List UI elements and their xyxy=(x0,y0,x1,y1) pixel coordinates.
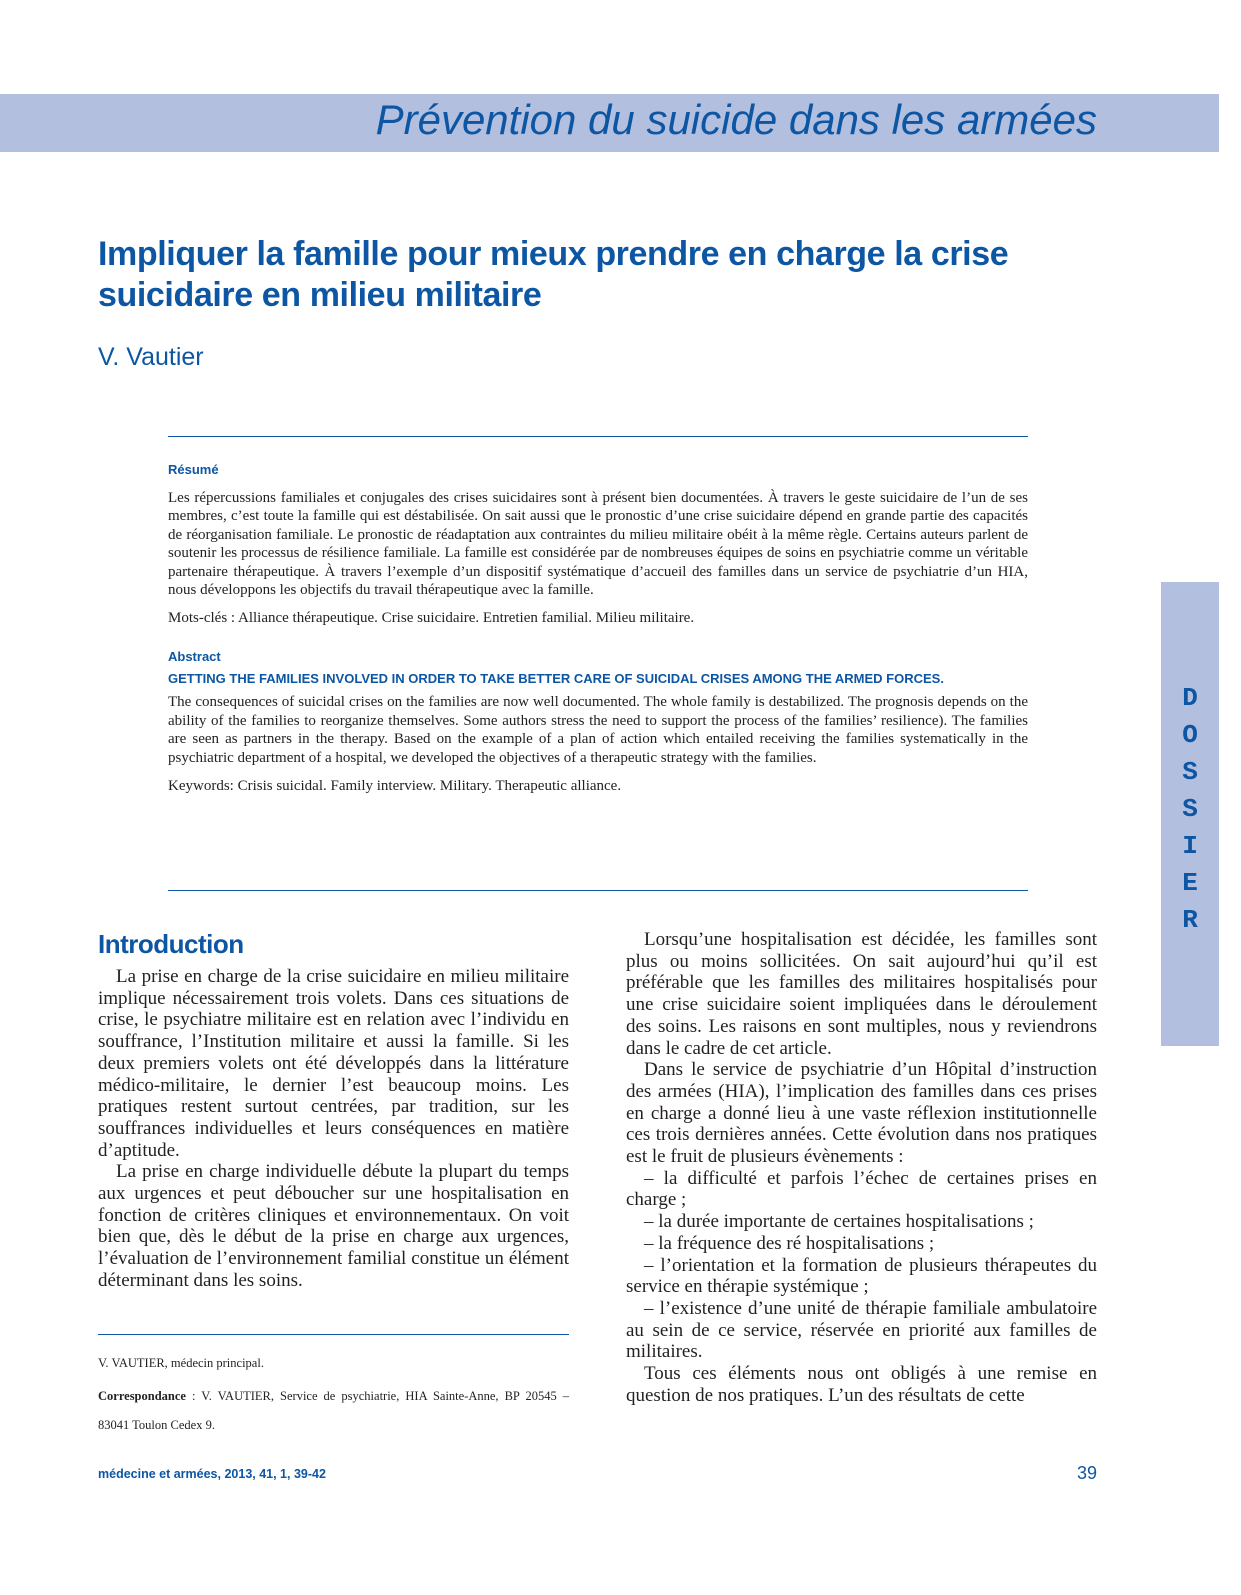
header-banner xyxy=(0,94,1219,152)
list-item: – la difficulté et parfois l’échec de certaines prises en charge ; xyxy=(626,1167,1097,1211)
introduction-heading: Introduction xyxy=(98,929,244,959)
correspondence-text: : V. VAUTIER, Service de psychiatrie, HIA Sainte-Anne, BP 20545 – 83041 Toulon Cedex 9. xyxy=(98,1389,569,1432)
author-footnote: V. VAUTIER, médecin principal. xyxy=(98,1356,264,1370)
body-paragraph: Tous ces éléments nous ont obligés à une remise en question de nos pratiques. L’un des résultats de cette xyxy=(626,1363,1097,1406)
side-letter: I xyxy=(1182,831,1198,861)
journal-reference: médecine et armées, 2013, 41, 1, 39-42 xyxy=(98,1467,326,1481)
correspondence-label: Correspondance xyxy=(98,1389,186,1403)
body-paragraph: Dans le service de psychiatrie d’un Hôpital d’instruction des armées (HIA), l’implication des familles dans ces prises en charge a donné lieu à une vaste réflexion institutionnelle ces trois dernières années. Cette évolution dans nos pratiques est le fruit de plusieurs évènements : xyxy=(626,1059,1097,1168)
right-column xyxy=(626,929,1097,1406)
dossier-side-tab xyxy=(1161,582,1219,1046)
abstract-heading: Abstract xyxy=(168,649,221,665)
abstract-text: The consequences of suicidal crises on the families are now well documented. The whole family is destabilized. The prognosis depends on the ability of the families to reorganize themselves. Some authors stress the need to support the process of the families’ resilience). The families are seen as partners in the therapy. Based on the example of a plan of action which entailed receiving the families systematically in the psychiatric department of a hospital, we developed the objectives of a therapeutic strategy with the families. xyxy=(168,694,1028,766)
side-letter: D xyxy=(1182,683,1198,713)
article-author: V. Vautier xyxy=(98,343,204,371)
footnote-rule xyxy=(98,1334,569,1335)
article-title: Impliquer la famille pour mieux prendre en charge la crise suicidaire en milieu militaire xyxy=(98,235,1009,314)
list-item: – l’existence d’une unité de thérapie familiale ambulatoire au sein de ce service, réservée en priorité aux familles de militaires. xyxy=(626,1297,1097,1363)
abstract-box xyxy=(168,462,1028,795)
resume-text: Les répercussions familiales et conjugales des crises suicidaires sont à présent bien documentées. À travers le geste suicidaire de l’un de ses membres, c’est toute la famille qui est déstabilisée. On sait aussi que le pronostic d’une crise suicidaire dépend en grande partie des capacités de réorganisation familiale. Le pronostic de réadaptation aux contraintes du milieu militaire obéit à la même règle. Certains auteurs parlent de soutenir les processus de résilience familiale. La famille est considérée par de nombreuses équipes de soins en psychiatrie comme un véritable partenaire thérapeutique. À travers l’exemple d’un dispositif systématique d’accueil des familles dans un service de psychiatrie d’un HIA, nous développons les objectifs du travail thérapeutique avec la famille. xyxy=(168,490,1028,599)
left-column xyxy=(98,928,569,1292)
side-tab-letters xyxy=(1161,680,1219,939)
list-item: – la fréquence des ré hospitalisations ; xyxy=(644,1232,935,1254)
list-item: – la durée importante de certaines hospitalisations ; xyxy=(644,1211,1034,1233)
abstract-top-rule xyxy=(168,436,1028,437)
body-paragraph: La prise en charge individuelle débute la plupart du temps aux urgences et peut déboucher sur une hospitalisation en fonction de critères cliniques et environnementaux. On voit bien que, dès le début de la prise en charge aux urgences, l’évaluation de l’environnement familial constitue un élément déterminant dans les soins. xyxy=(98,1161,569,1291)
resume-heading: Résumé xyxy=(168,462,219,477)
abstract-subtitle: GETTING THE FAMILIES INVOLVED IN ORDER TO TAKE BETTER CARE OF SUICIDAL CRISES AMONG THE ARMED FORCES. xyxy=(168,671,944,687)
resume-keywords: Mots-clés : Alliance thérapeutique. Crise suicidaire. Entretien familial. Milieu militaire. xyxy=(168,610,695,627)
abstract-bottom-rule xyxy=(168,890,1028,891)
side-letter: R xyxy=(1182,905,1198,935)
section-title: Prévention du suicide dans les armées xyxy=(375,96,1097,143)
side-letter: S xyxy=(1182,757,1198,787)
body-paragraph: Lorsqu’une hospitalisation est décidée, les familles sont plus ou moins sollicitées. On sait aujourd’hui qu’il est préférable que les familles des militaires hospitalisés pour une crise suicidaire soient impliquées dans le déroulement des soins. Les raisons en sont multiples, nous y reviendrons dans le cadre de cet article. xyxy=(626,929,1097,1059)
correspondence-footnote xyxy=(98,1382,569,1440)
side-letter: O xyxy=(1182,720,1198,750)
list-item: – l’orientation et la formation de plusieurs thérapeutes du service en thérapie systémique ; xyxy=(626,1254,1097,1298)
abstract-keywords: Keywords: Crisis suicidal. Family interview. Military. Therapeutic alliance. xyxy=(168,778,622,795)
page-number: 39 xyxy=(1076,1463,1097,1483)
body-paragraph: La prise en charge de la crise suicidaire en milieu militaire implique nécessairement trois volets. Dans ces situations de crise, le psychiatre militaire est en relation avec l’individu en souffrance, l’Institution militaire et aussi la famille. Si les deux premiers volets ont été développés dans la littérature médico-militaire, le dernier l’est beaucoup moins. Les pratiques restent surtout centrées, par tradition, sur les souffrances individuelles et leurs conséquences en matière d’aptitude. xyxy=(98,966,569,1161)
side-letter: S xyxy=(1182,794,1198,824)
side-letter: E xyxy=(1182,868,1198,898)
